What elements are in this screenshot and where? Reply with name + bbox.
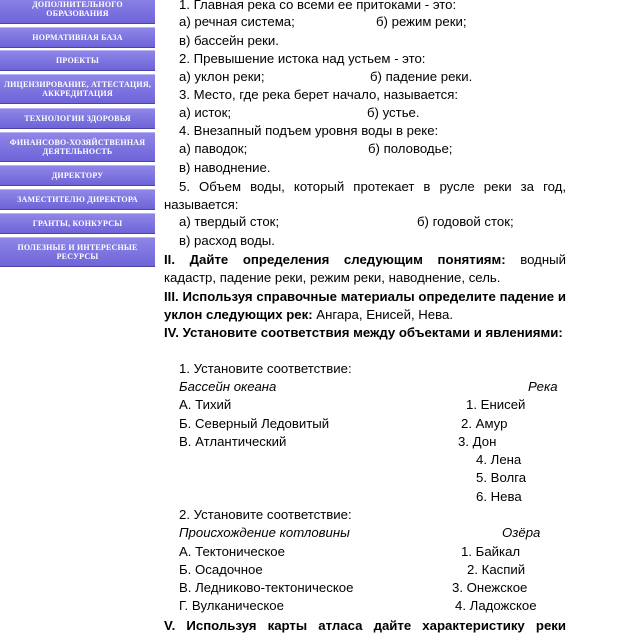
match-1-row [179,434,566,450]
section-3 [164,288,566,324]
nav-item-health-technologies[interactable] [0,108,155,129]
match-2-headers [179,525,566,541]
section-5-heading: V. Используя карты атласа дайте характеристику реки [164,618,566,633]
nav-item-deputy-director[interactable] [0,189,155,210]
match-2-left-item: В. Ледниково-тектоническое [179,580,354,595]
match-2-right-item: 2. Каспий [467,562,526,577]
question-4-options [179,141,566,157]
match-2-right-item: 4. Ладожское [455,598,537,613]
nav-item-label: ПРОЕКТЫ [55,56,99,65]
nav-item-grants[interactable] [0,213,155,234]
match-2-left-item: Б. Осадочное [179,562,263,577]
section-2-heading: II. Дайте определения следующим понятиям: [164,252,506,267]
match-2-left-header: Происхождение котловины [179,525,350,540]
match-1-left-item: Б. Северный Ледовитый [179,416,330,431]
main-content [164,0,566,640]
match-2-left-item: Г. Вулканическое [179,598,284,613]
section-3-text: Ангара, Енисей, Нева. [312,307,453,322]
nav-item-projects[interactable] [0,50,155,71]
nav-item-financial-activity[interactable] [0,132,155,162]
question-5-options [179,214,566,230]
match-2-right-header: Озёра [502,525,541,540]
nav-item-label: ЗАМЕСТИТЕЛЮ ДИРЕКТОРА [17,195,138,204]
match-1-right-header: Река [528,379,558,394]
section-2 [164,251,566,287]
nav-item-director[interactable] [0,165,155,186]
section-4-heading: IV. Установите соответствия между объектами и явлениями: [164,325,563,340]
option-b: б) падение реки. [370,69,473,84]
option-b: б) устье. [367,105,420,120]
question-2-options [179,69,566,85]
match-1-right-item: 1. Енисей [466,397,526,412]
option-b: б) половодье; [368,141,453,156]
match-1-left-header: Бассейн океана [179,379,277,394]
match-2-row [179,598,566,614]
match-2-left-item: А. Тектоническое [179,544,285,559]
nav-item-label: ДИРЕКТОРУ [51,171,104,180]
nav-item-label: ПОЛЕЗНЫЕ И ИНТЕРЕСНЫЕ РЕСУРСЫ [17,243,138,261]
question-1: 1. Главная река со всеми ее притоками - это: [179,0,457,12]
match-2-title: 2. Установите соответствие: [179,507,352,522]
question-3-options [179,105,566,121]
match-2-right-item: 1. Байкал [461,544,521,559]
question-1-options [179,14,566,30]
nav-item-licensing[interactable] [0,74,155,104]
option-a: а) уклон реки; [179,69,265,84]
sidebar-nav [0,0,155,268]
question-2: 2. Превышение истока над устьем - это: [179,51,426,66]
nav-item-label: ТЕХНОЛОГИИ ЗДОРОВЬЯ [24,114,131,123]
match-1-row [179,416,566,432]
nav-item-label: ДОПОЛНИТЕЛЬНОГО ОБРАЗОВАНИЯ [32,0,123,18]
match-2-row [179,562,566,578]
nav-item-label: НОРМАТИВНАЯ БАЗА [32,33,123,42]
option-a: а) речная система; [179,14,295,29]
match-1-right-item: 6. Нева [476,489,522,504]
nav-item-additional-education[interactable] [0,0,155,24]
option-a: а) исток; [179,105,232,120]
option-b: б) режим реки; [376,14,467,29]
match-1-left-item: А. Тихий [179,397,232,412]
match-1-right-item: 2. Амур [461,416,508,431]
option-a: а) твердый сток; [179,214,280,229]
match-1-right-item: 4. Лена [476,452,522,467]
nav-item-label: ФИНАНСОВО-ХОЗЯЙСТВЕННАЯ ДЕЯТЕЛЬНОСТЬ [9,138,146,156]
option-c: в) наводнение. [179,160,271,175]
nav-item-label: ГРАНТЫ, КОНКУРСЫ [32,219,123,228]
match-1-title: 1. Установите соответствие: [179,361,352,376]
nav-item-label: ЛИЦЕНЗИРОВАНИЕ, АТТЕСТАЦИЯ, АККРЕДИТАЦИЯ [3,80,152,98]
option-c: в) расход воды. [179,233,275,248]
nav-item-regulatory-base[interactable] [0,27,155,48]
question-5: 5. Объем воды, который протекает в русле реки за год, называется: [164,179,566,212]
option-a: а) паводок; [179,141,248,156]
question-4: 4. Внезапный подъем уровня воды в реке: [179,123,439,138]
match-1-right-item: 3. Дон [458,434,497,449]
option-b: б) годовой сток; [417,214,514,229]
match-1-left-item: В. Атлантический [179,434,287,449]
option-c: в) бассейн реки. [179,33,279,48]
match-1-headers [179,379,566,395]
match-2-row [179,544,566,560]
match-1-right-item: 5. Волга [476,470,527,485]
question-3: 3. Место, где река берет начало, называется: [179,87,458,102]
match-1-row [179,397,566,413]
match-2-row [179,580,566,596]
nav-item-useful-resources[interactable] [0,237,155,267]
match-2-right-item: 3. Онежское [452,580,528,595]
section-2-text: водный кадастр, падение реки, режим реки, наводнение, сель. [164,252,566,285]
section-3-heading: III. Используя справочные материалы определите падение и уклон следующих рек: [164,289,566,322]
